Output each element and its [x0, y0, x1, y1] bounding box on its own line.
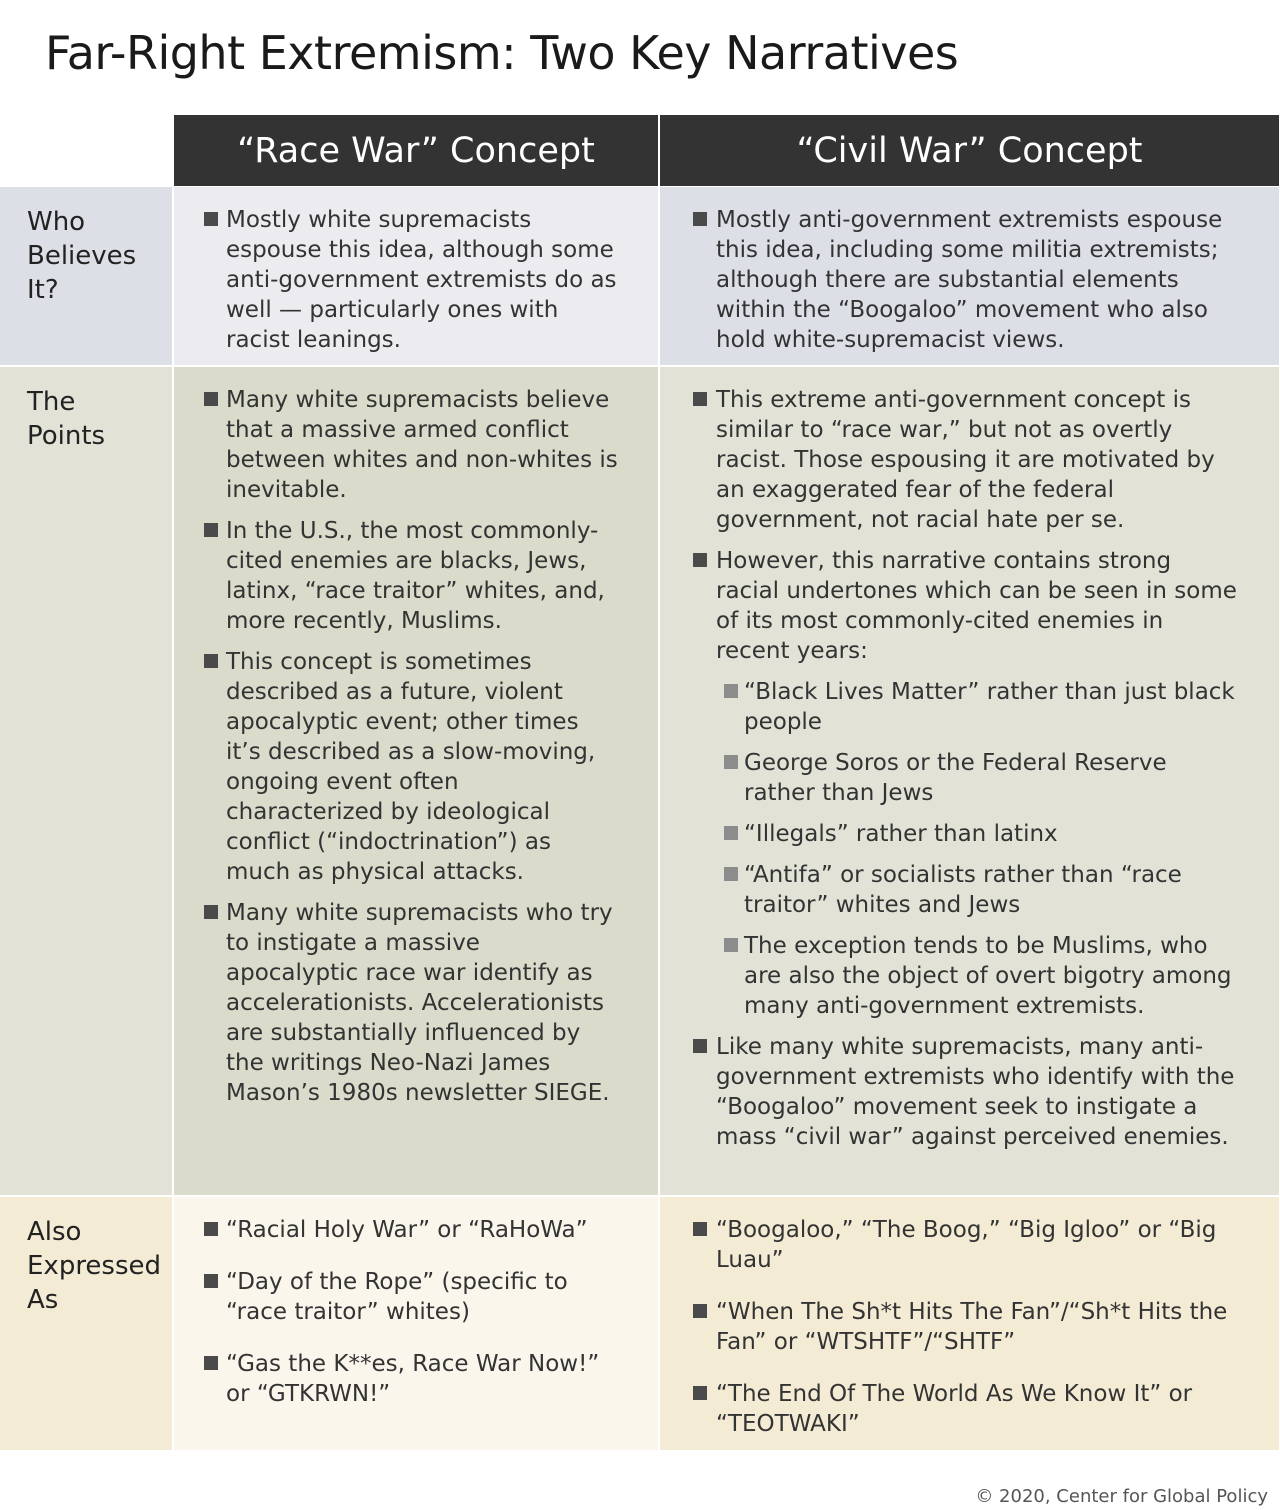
bullet-item	[174, 898, 618, 1108]
bullet-item	[660, 1215, 1239, 1275]
bullet-item	[660, 546, 1239, 666]
bullet-item	[660, 1032, 1239, 1152]
sub-bullet-item	[660, 748, 1239, 808]
square-bullet-icon	[693, 553, 707, 567]
bullet-item	[174, 205, 618, 355]
sub-bullet-item	[660, 860, 1239, 920]
square-bullet-icon	[204, 1222, 218, 1236]
square-bullet-icon	[204, 523, 218, 537]
bullet-item	[174, 516, 618, 636]
row-label-also-expressed-as: Also Expressed As	[0, 1197, 172, 1450]
square-bullet-icon	[204, 1356, 218, 1370]
bullet-text: Mostly anti-government extremists espouse this idea, including some militia extremists; although there are substantial elements within the “Boogaloo” movement who also hold white-supremacist views.	[716, 207, 1223, 353]
bullet-text: In the U.S., the most commonly-cited enemies are blacks, Jews, latinx, “race traitor” whites, and, more recently, Muslims.	[226, 518, 605, 634]
square-bullet-icon	[693, 1222, 707, 1236]
square-bullet-icon	[693, 1039, 707, 1053]
bullet-text: “The End Of The World As We Know It” or “TEOTWAKI”	[716, 1381, 1193, 1437]
square-bullet-icon	[693, 1304, 707, 1318]
sub-bullet-item	[660, 819, 1239, 849]
bullet-text: This extreme anti-government concept is similar to “race war,” but not as overtly racist. Those espousing it are motivated by an exaggerated fear of the federal government, not racial hate per se.	[716, 387, 1215, 533]
the-points-race-war-cell	[174, 367, 658, 1195]
expressed-race-war-cell	[174, 1197, 658, 1450]
who-believes-civil-war-cell	[660, 187, 1279, 365]
sub-bullet-item	[660, 677, 1239, 737]
square-bullet-icon	[693, 212, 707, 226]
bullet-text: However, this narrative contains strong racial undertones which can be seen in some of its most commonly-cited enemies in recent years:	[716, 548, 1237, 664]
bullet-text: Many white supremacists believe that a massive armed conflict between whites and non-whites is inevitable.	[226, 387, 618, 503]
page-title: Far-Right Extremism: Two Key Narratives	[45, 26, 959, 80]
bullet-item	[174, 1267, 618, 1327]
bullet-text: This concept is sometimes described as a future, violent apocalyptic event; other times it’s described as a slow-moving, ongoing event often characterized by ideological conflict (“indoctrination”) as much as physical attacks.	[226, 649, 596, 885]
square-bullet-icon	[204, 1274, 218, 1288]
column-header-race-war: “Race War” Concept	[174, 115, 658, 186]
expressed-civil-war-cell	[660, 1197, 1279, 1450]
square-bullet-icon	[724, 755, 738, 769]
square-bullet-icon	[724, 684, 738, 698]
bullet-text: “Boogaloo,” “The Boog,” “Big Igloo” or “Big Luau”	[716, 1217, 1217, 1273]
bullet-text: George Soros or the Federal Reserve rather than Jews	[744, 750, 1167, 806]
bullet-text: Many white supremacists who try to instigate a massive apocalyptic race war identify as accelerationists. Accelerationists are substantially influenced by the writings Neo-Nazi James Mason’s 1980s newsletter SIEGE.	[226, 900, 613, 1106]
bullet-text: The exception tends to be Muslims, who are also the object of overt bigotry among many anti-government extremists.	[744, 933, 1232, 1019]
bullet-item	[660, 385, 1239, 535]
square-bullet-icon	[724, 867, 738, 881]
bullet-text: “Gas the K**es, Race War Now!” or “GTKRWN!”	[226, 1351, 600, 1407]
bullet-text: “Racial Holy War” or “RaHoWa”	[226, 1217, 588, 1243]
square-bullet-icon	[693, 1386, 707, 1400]
bullet-text: “Antifa” or socialists rather than “race traitor” whites and Jews	[744, 862, 1182, 918]
bullet-item	[174, 385, 618, 505]
bullet-item	[174, 647, 618, 887]
copyright-footer: © 2020, Center for Global Policy	[975, 1486, 1268, 1507]
row-label-the-points: The Points	[0, 367, 172, 1195]
square-bullet-icon	[204, 212, 218, 226]
the-points-civil-war-cell	[660, 367, 1279, 1195]
square-bullet-icon	[204, 654, 218, 668]
square-bullet-icon	[204, 392, 218, 406]
bullet-item	[660, 205, 1239, 355]
bullet-text: “Black Lives Matter” rather than just black people	[744, 679, 1235, 735]
bullet-item	[174, 1215, 618, 1245]
bullet-text: “Illegals” rather than latinx	[744, 821, 1058, 847]
bullet-text: “When The Sh*t Hits The Fan”/“Sh*t Hits the Fan” or “WTSHTF”/“SHTF”	[716, 1299, 1228, 1355]
row-label-who-believes: Who Believes It?	[0, 187, 172, 365]
square-bullet-icon	[724, 938, 738, 952]
who-believes-race-war-cell	[174, 187, 658, 365]
square-bullet-icon	[724, 826, 738, 840]
bullet-text: Like many white supremacists, many anti-government extremists who identify with the “Boogaloo” movement seek to instigate a mass “civil war” against perceived enemies.	[716, 1034, 1235, 1150]
square-bullet-icon	[204, 905, 218, 919]
bullet-text: Mostly white supremacists espouse this idea, although some anti-government extremists do as well — particularly ones with racist leanings.	[226, 207, 617, 353]
column-header-civil-war: “Civil War” Concept	[660, 115, 1279, 186]
bullet-item	[660, 1297, 1239, 1357]
bullet-item	[660, 1379, 1239, 1439]
square-bullet-icon	[693, 392, 707, 406]
bullet-text: “Day of the Rope” (specific to “race traitor” whites)	[226, 1269, 568, 1325]
sub-bullet-item	[660, 931, 1239, 1021]
bullet-item	[174, 1349, 618, 1409]
